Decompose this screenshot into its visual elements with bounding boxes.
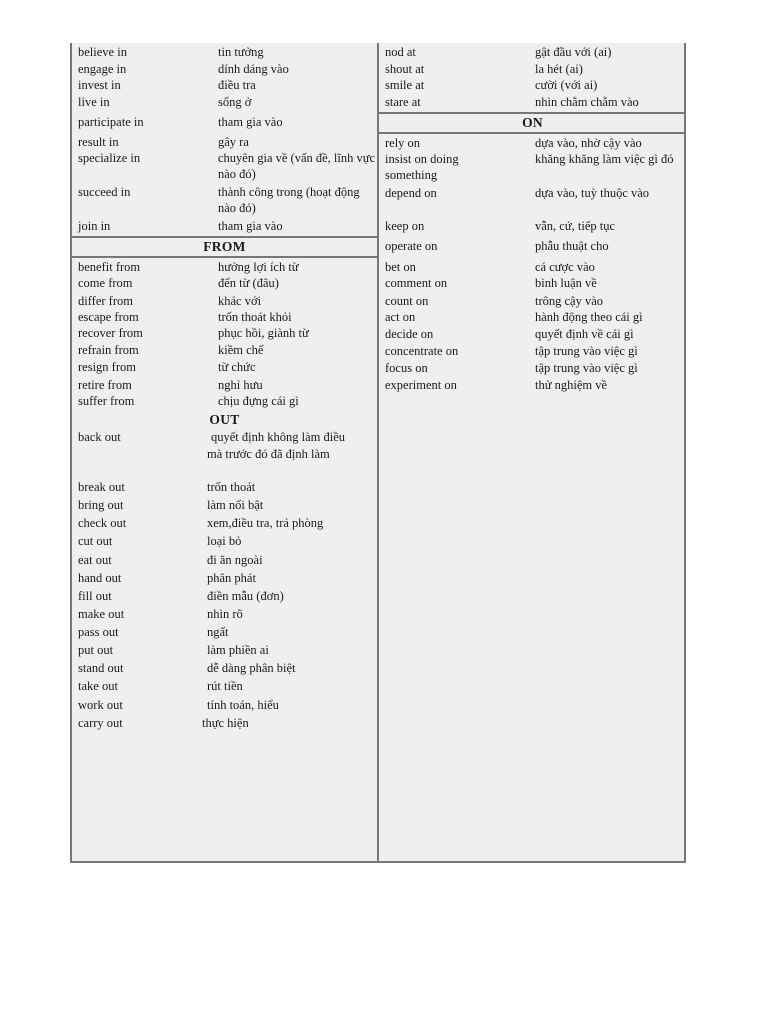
meaning: dễ dàng phân biệt: [207, 661, 296, 675]
meaning: tính toán, hiểu: [207, 698, 279, 712]
meaning: phân phát: [207, 571, 256, 585]
meaning: từ chức: [218, 360, 256, 374]
meaning: vẫn, cứ, tiếp tục: [535, 219, 616, 233]
phrasal-verb: retire from: [78, 378, 132, 392]
phrasal-verb: pass out: [78, 625, 119, 639]
meaning: điền mẫu (đơn): [207, 589, 284, 603]
meaning: đến từ (đâu): [218, 276, 279, 290]
meaning: thành công trong (hoạt động nào đó): [218, 185, 360, 215]
meaning: tham gia vào: [218, 219, 283, 233]
meaning: quyết định không làm điều mà trước đó đã định làm: [207, 430, 346, 461]
phrasal-verb: back out: [78, 430, 121, 444]
phrasal-verb: succeed in: [78, 185, 131, 199]
vocabulary-table: [70, 43, 686, 863]
phrasal-verb: bring out: [78, 498, 124, 512]
meaning: trốn thoát: [207, 480, 256, 494]
meaning: tập trung vào việc gì: [535, 344, 638, 358]
phrasal-verb: carry out: [78, 716, 123, 730]
phrasal-verb: differ from: [78, 294, 133, 308]
phrasal-verb: suffer from: [78, 394, 135, 408]
meaning: hành động theo cái gì: [535, 310, 643, 324]
meaning: gây ra: [218, 135, 249, 149]
from-header: FROM: [203, 239, 246, 254]
phrasal-verb: shout at: [385, 62, 425, 76]
divider-on-bottom: [379, 132, 686, 134]
meaning: rút tiền: [207, 679, 243, 693]
meaning: trốn thoát khỏi: [218, 310, 292, 324]
meaning: tin tưởng: [218, 45, 264, 59]
phrasal-verb: focus on: [385, 361, 428, 375]
phrasal-verb: make out: [78, 607, 125, 621]
meaning: chịu đựng cái gì: [218, 394, 299, 408]
phrasal-verb: insist on doing something: [385, 152, 459, 182]
meaning: nhìn chằm chằm vào: [535, 95, 639, 109]
meaning: la hét (ai): [535, 62, 583, 76]
phrasal-verb: take out: [78, 679, 118, 693]
phrasal-verb: escape from: [78, 310, 139, 324]
phrasal-verb: eat out: [78, 553, 112, 567]
meaning: loại bỏ: [207, 534, 242, 548]
meaning: chuyên gia về (vấn đề, lĩnh vực nào đó): [218, 151, 376, 181]
phrasal-verb: cut out: [78, 534, 113, 548]
phrasal-verb: believe in: [78, 45, 127, 59]
meaning: kiềm chế: [218, 343, 264, 357]
phrasal-verb: hand out: [78, 571, 122, 585]
phrasal-verb: result in: [78, 135, 119, 149]
meaning: hưởng lợi ích từ: [218, 260, 299, 274]
phrasal-verb: fill out: [78, 589, 112, 603]
meaning: tập trung vào việc gì: [535, 361, 638, 375]
meaning: khăng khăng làm việc gì đó: [535, 152, 674, 166]
phrasal-verb: come from: [78, 276, 133, 290]
phrasal-verb: resign from: [78, 360, 136, 374]
phrasal-verb: stare at: [385, 95, 421, 109]
phrasal-verb: break out: [78, 480, 125, 494]
phrasal-verb: benefit from: [78, 260, 141, 274]
meaning: làm phiền ai: [207, 643, 269, 657]
phrasal-verb: participate in: [78, 115, 144, 129]
divider-from-bottom: [72, 256, 377, 258]
phrasal-verb: rely on: [385, 136, 421, 150]
meaning: nhìn rõ: [207, 607, 243, 621]
meaning: dựa vào, tuỳ thuộc vào: [535, 186, 650, 200]
phrasal-verb: refrain from: [78, 343, 139, 357]
phrasal-verb: smile at: [385, 78, 425, 92]
phrasal-verb: stand out: [78, 661, 124, 675]
phrasal-verb: count on: [385, 294, 429, 308]
meaning: ngất: [207, 625, 229, 639]
phrasal-verb: work out: [78, 698, 123, 712]
meaning: trông cậy vào: [535, 294, 604, 308]
meaning: phẫu thuật cho: [535, 239, 609, 253]
phrasal-verb: act on: [385, 310, 416, 324]
phrasal-verb: bet on: [385, 260, 416, 274]
meaning: thực hiện: [202, 716, 249, 730]
phrasal-verb: keep on: [385, 219, 425, 233]
meaning: làm nổi bật: [207, 498, 264, 512]
meaning: khác với: [218, 294, 262, 308]
meaning: cá cược vào: [535, 260, 595, 274]
phrasal-verb: experiment on: [385, 378, 457, 392]
phrasal-verb: live in: [78, 95, 110, 109]
meaning: tham gia vào: [218, 115, 283, 129]
phrasal-verb: nod at: [385, 45, 416, 59]
phrasal-verb: recover from: [78, 326, 143, 340]
phrasal-verb: concentrate on: [385, 344, 459, 358]
phrasal-verb: specialize in: [78, 151, 141, 165]
phrasal-verb: engage in: [78, 62, 127, 76]
meaning: bình luận về: [535, 276, 597, 290]
meaning: dính dáng vào: [218, 62, 289, 76]
meaning: điều tra: [218, 78, 256, 92]
phrasal-verb: check out: [78, 516, 127, 530]
phrasal-verb: invest in: [78, 78, 121, 92]
meaning: đi ăn ngoài: [207, 553, 263, 567]
phrasal-verb: join in: [78, 219, 111, 233]
meaning: thử nghiệm về: [535, 378, 608, 392]
meaning: sống ở: [218, 95, 252, 109]
phrasal-verb: operate on: [385, 239, 438, 253]
meaning: dựa vào, nhờ cậy vào: [535, 136, 642, 150]
meaning: quyết định về cái gì: [535, 327, 634, 341]
phrasal-verb: depend on: [385, 186, 437, 200]
meaning: phục hồi, giành từ: [218, 326, 309, 340]
meaning: cười (với ai): [535, 78, 598, 92]
out-header: OUT: [209, 412, 240, 427]
meaning: nghỉ hưu: [218, 378, 263, 392]
on-header: ON: [522, 115, 543, 130]
phrasal-verb: comment on: [385, 276, 448, 290]
phrasal-verb: decide on: [385, 327, 434, 341]
meaning: xem,điều tra, trả phòng: [207, 516, 324, 530]
meaning: gật đầu với (ai): [535, 45, 612, 59]
phrasal-verb: put out: [78, 643, 114, 657]
